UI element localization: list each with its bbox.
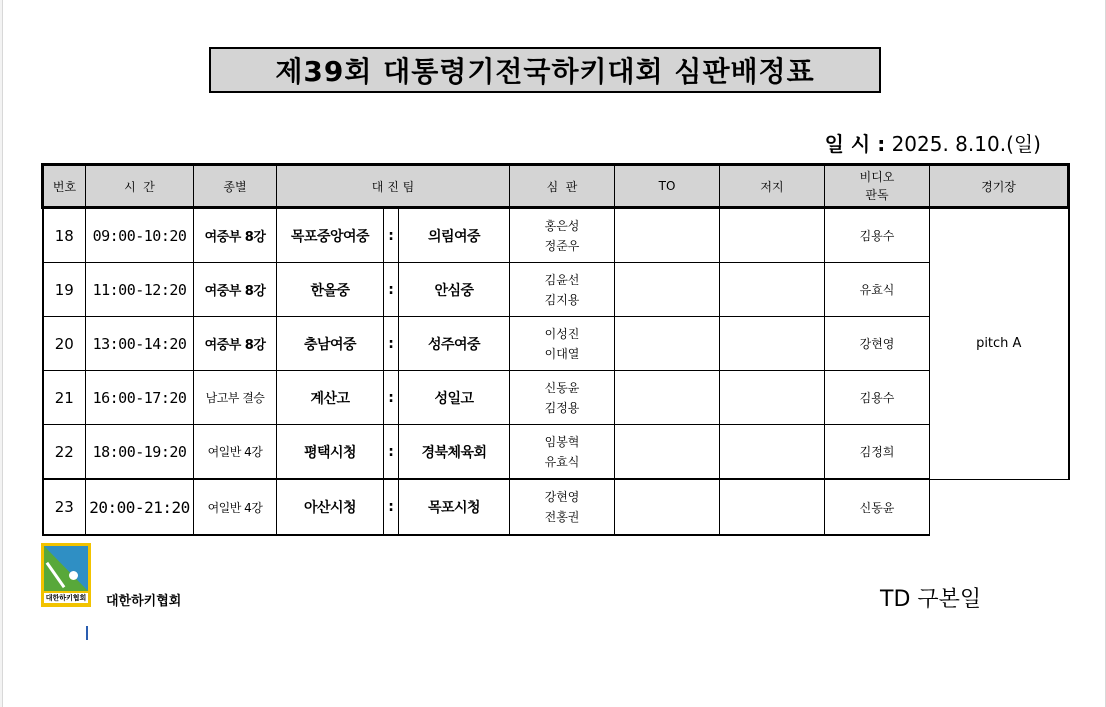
table-header-row: [43, 165, 1069, 208]
table-row: [43, 263, 1069, 317]
header-video: [825, 165, 930, 208]
text-cursor: [86, 626, 88, 640]
table-row: [43, 425, 1069, 480]
row-referee-1: 강현영: [544, 490, 580, 504]
row-team-b: 성일고: [399, 371, 510, 425]
date-label: 일 시 :: [824, 132, 886, 156]
header-time: 시 간: [86, 165, 194, 208]
header-video-line2: 판독: [865, 188, 889, 202]
row-video: 김용수: [825, 208, 930, 263]
row-category: 여일반 4강: [194, 479, 277, 535]
row-category: 여일반 4강: [194, 425, 277, 480]
row-category: 여중부 8강: [194, 208, 277, 263]
table-row: [43, 479, 1069, 535]
row-category: 여중부 8강: [194, 263, 277, 317]
date-value: 2025. 8.10.(일): [891, 132, 1041, 156]
row-time: 11:00-12:20: [86, 263, 194, 317]
referee-schedule-table: [41, 163, 1070, 536]
logo-text: 대한하키협회: [45, 594, 87, 602]
row-no: 18: [43, 208, 86, 263]
row-time: 20:00-21:20: [86, 479, 194, 535]
row-colon: :: [384, 479, 399, 535]
row-no: 22: [43, 425, 86, 480]
row-team-a: 평택시청: [277, 425, 384, 480]
row-no: 20: [43, 317, 86, 371]
row-referee-1: 홍은성: [544, 218, 580, 233]
row-referees: [510, 371, 615, 425]
row-scorer: [720, 263, 825, 317]
header-no: 번호: [43, 165, 86, 208]
row-team-a: 한올중: [277, 263, 384, 317]
row-referee-1: 신동윤: [544, 380, 580, 395]
row-time: 13:00-14:20: [86, 317, 194, 371]
row-no: 19: [43, 263, 86, 317]
header-venue: 경기장: [930, 165, 1069, 208]
row-referees: [510, 317, 615, 371]
row-referee-2: 김지용: [544, 292, 580, 307]
row-referee-2: 김정용: [544, 400, 580, 415]
row-referee-1: 임봉혁: [544, 434, 580, 449]
row-team-a: 목포중앙여중: [277, 208, 384, 263]
document-page: [2, 0, 1106, 707]
row-colon: :: [384, 263, 399, 317]
row-scorer: [720, 371, 825, 425]
header-match: 대 진 팀: [277, 165, 510, 208]
row-category: 여중부 8강: [194, 317, 277, 371]
row-referee-2: 이대열: [544, 346, 580, 361]
row-time: 18:00-19:20: [86, 425, 194, 480]
row-no: 21: [43, 371, 86, 425]
row-scorer: [720, 317, 825, 371]
row-colon: :: [384, 371, 399, 425]
association-logo: [41, 543, 91, 607]
row-team-a: 계산고: [277, 371, 384, 425]
row-referees: [510, 208, 615, 263]
row-video: 강현영: [825, 317, 930, 371]
row-referees: [510, 263, 615, 317]
row-scorer: [720, 208, 825, 263]
row-video: 김용수: [825, 371, 930, 425]
row-team-a: 아산시청: [277, 479, 384, 535]
row-referee-2: 전홍권: [544, 510, 580, 524]
row-time: 16:00-17:20: [86, 371, 194, 425]
header-to: TO: [615, 165, 720, 208]
row-referee-2: 정준우: [544, 238, 580, 253]
row-to: [615, 371, 720, 425]
table-row: [43, 371, 1069, 425]
row-no: 23: [43, 479, 86, 535]
row-colon: :: [384, 425, 399, 480]
row-to: [615, 425, 720, 480]
header-category: 종별: [194, 165, 277, 208]
association-name: 대한하키협회: [106, 594, 182, 609]
row-category: 남고부 결승: [194, 371, 277, 425]
row-to: [615, 479, 720, 535]
row-to: [615, 263, 720, 317]
table-row: [43, 208, 1069, 263]
row-to: [615, 208, 720, 263]
row-referee-1: 김윤선: [544, 272, 580, 287]
row-scorer: [720, 425, 825, 480]
row-team-b: 성주여중: [399, 317, 510, 371]
row-referee-2: 유효식: [544, 454, 580, 469]
hockey-emblem-icon: [44, 546, 88, 591]
row-to: [615, 317, 720, 371]
row-video: 유효식: [825, 263, 930, 317]
technical-delegate: TD 구본일: [880, 587, 982, 612]
row-referees: [510, 425, 615, 480]
header-video-line1: 비디오: [859, 170, 895, 184]
row-video: 신동윤: [825, 479, 930, 535]
row-team-a: 충남여중: [277, 317, 384, 371]
row-team-b: 의림여중: [399, 208, 510, 263]
row-team-b: 경북체육회: [399, 425, 510, 480]
row-time: 09:00-10:20: [86, 208, 194, 263]
header-scorer: 저지: [720, 165, 825, 208]
date-line: [783, 128, 1041, 157]
row-team-b: 목포시청: [399, 479, 510, 535]
row-scorer: [720, 479, 825, 535]
hockey-ball-icon: [69, 571, 78, 580]
page-title: 제39회 대통령기전국하키대회 심판배정표: [209, 47, 881, 93]
row-colon: :: [384, 208, 399, 263]
row-referee-1: 이성진: [544, 326, 580, 341]
row-referees: [510, 479, 615, 535]
header-referee: 심 판: [510, 165, 615, 208]
venue-cell: pitch A: [930, 208, 1069, 480]
row-video: 김정희: [825, 425, 930, 480]
row-team-b: 안심중: [399, 263, 510, 317]
table-row: [43, 317, 1069, 371]
row-colon: :: [384, 317, 399, 371]
